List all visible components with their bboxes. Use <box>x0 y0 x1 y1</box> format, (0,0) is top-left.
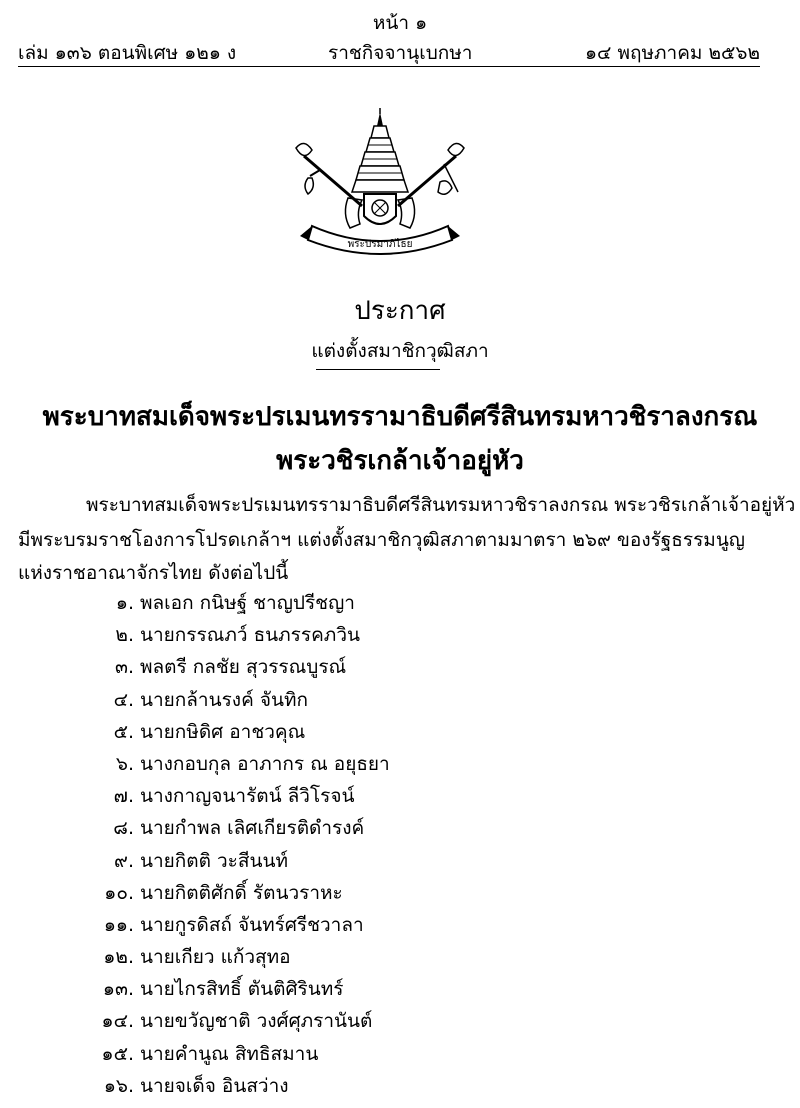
list-item <box>0 685 800 717</box>
member-name: นายคำนูณ สิทธิสมาน <box>140 1042 319 1065</box>
member-name: นายไกรสิทธิ์ ตันติศิรินทร์ <box>140 978 344 1001</box>
list-item <box>0 1006 800 1038</box>
announcement-title: ประกาศ <box>354 296 446 326</box>
item-number: ๑๖. <box>103 1074 134 1097</box>
list-item <box>0 652 800 684</box>
member-name: พลเอก กนิษฐ์ ชาญปรีชญา <box>140 592 355 614</box>
page-number: หน้า ๑ <box>372 12 428 34</box>
divider <box>316 369 440 370</box>
member-name: นายกล้านรงค์ จันทิก <box>140 688 308 711</box>
item-number: ๕. <box>113 720 134 743</box>
item-number: ๑๑. <box>103 913 134 936</box>
item-number: ๑๐. <box>104 881 134 904</box>
list-item <box>0 1071 800 1103</box>
list-item <box>0 1039 800 1071</box>
list-item <box>0 942 800 974</box>
publication-date: ๑๔ พฤษภาคม ๒๕๖๒ <box>585 42 760 64</box>
royal-title-line2: พระวชิรเกล้าเจ้าอยู่หัว <box>276 446 524 476</box>
list-item <box>0 846 800 878</box>
list-item <box>0 717 800 749</box>
item-number: ๑๓. <box>102 978 134 1001</box>
body-paragraph-line3: แห่งราชอาณาจักรไทย ดังต่อไปนี้ <box>18 562 289 584</box>
announcement-subtitle: แต่งตั้งสมาชิกวุฒิสภา <box>311 340 489 362</box>
member-name: นายเกียว แก้วสุทอ <box>140 946 291 969</box>
member-name: นางกอบกุล อาภากร ณ อยุธยา <box>140 752 390 775</box>
member-name: นายกูรดิสถ์ จันทร์ศรีชวาลา <box>140 913 364 936</box>
member-name: นายจเด็จ อินสว่าง <box>140 1074 289 1097</box>
list-item <box>0 878 800 910</box>
royal-title-line1: พระบาทสมเด็จพระปรเมนทรรามาธิบดีศรีสินทรมหาวชิราลงกรณ <box>42 402 758 432</box>
list-item <box>0 620 800 652</box>
item-number: ๖. <box>115 752 134 775</box>
item-number: ๓. <box>114 656 134 679</box>
list-item <box>0 910 800 942</box>
volume-info: เล่ม ๑๓๖ ตอนพิเศษ ๑๒๑ ง <box>18 42 237 64</box>
body-paragraph-line2: มีพระบรมราชโองการโปรดเกล้าฯ แต่งตั้งสมาชิกวุฒิสภาตามมาตรา ๒๖๙ ของรัฐธรรมนูญ <box>18 529 746 551</box>
member-name: นางกาญจนารัตน์ ลีวิโรจน์ <box>140 785 355 808</box>
item-number: ๑๒. <box>103 946 134 969</box>
list-item <box>0 588 800 620</box>
member-name: พลตรี กลชัย สุวรรณบูรณ์ <box>140 656 347 679</box>
member-name: นายกำพล เลิศเกียรติดำรงค์ <box>140 817 365 840</box>
item-number: ๑. <box>115 592 134 614</box>
member-list <box>0 588 800 1103</box>
ribbon-text: พระปรมาภิไธย <box>347 239 413 250</box>
member-name: นายกษิดิศ อาชวคุณ <box>140 720 306 743</box>
gazette-name: ราชกิจจานุเบกษา <box>328 42 473 64</box>
item-number: ๒. <box>115 624 134 647</box>
body-paragraph-line1: พระบาทสมเด็จพระปรเมนทรรามาธิบดีศรีสินทรมหาวชิราลงกรณ พระวชิรเกล้าเจ้าอยู่หัว <box>86 494 796 516</box>
item-number: ๗. <box>113 785 134 808</box>
item-number: ๙. <box>114 849 134 872</box>
item-number: ๑๔. <box>101 1010 134 1033</box>
member-name: นายขวัญชาติ วงศ์ศุภรานันต์ <box>140 1010 373 1033</box>
member-name: นายกรรณภว์ ธนภรรคภวิน <box>140 624 360 647</box>
gazette-header <box>18 38 760 67</box>
list-item <box>0 749 800 781</box>
member-name: นายกิตติศักดิ์ รัตนวราหะ <box>140 881 343 904</box>
list-item <box>0 781 800 813</box>
list-item <box>0 974 800 1006</box>
item-number: ๑๕. <box>101 1042 134 1065</box>
member-name: นายกิตติ วะสีนนท์ <box>140 849 288 872</box>
royal-emblem-icon <box>290 108 470 258</box>
list-item <box>0 813 800 845</box>
item-number: ๘. <box>113 817 134 840</box>
item-number: ๔. <box>113 688 134 711</box>
